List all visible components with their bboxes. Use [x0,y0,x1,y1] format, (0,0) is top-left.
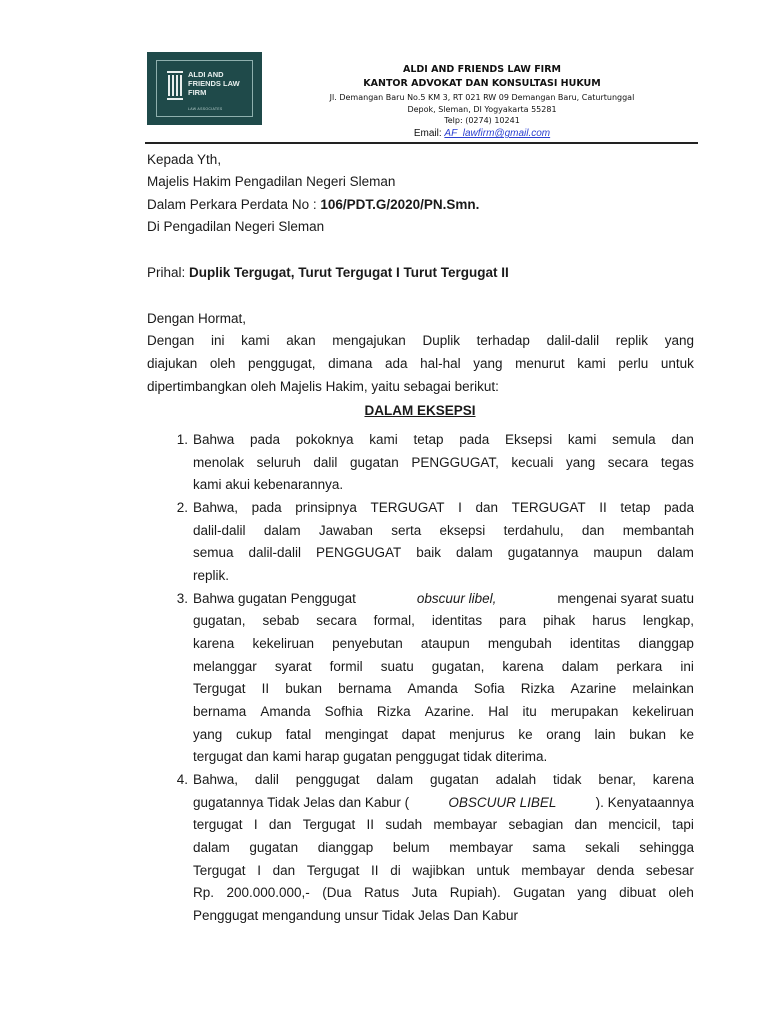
email-label: Email: [413,128,445,139]
pillars-icon [167,71,183,101]
addressee-salutation: Kepada Yth, [147,152,222,167]
greeting: Dengan Hormat, [147,311,247,326]
item-line: Rp. 200.000.000,- (Dua Ratus Juta Rupiah). Gugatan yang dibuat oleh [193,885,694,900]
email-line [272,128,692,139]
item-line: Tergugat I dan Tergugat II di wajibkan untuk membayar denda sebesar [193,863,694,878]
item-line: melanggar syarat formil suatu gugatan, karena dalam perkara ini [193,659,694,674]
item-line: karena kekeliruan penyebutan ataupun mengubah identitas dianggap [193,636,694,651]
case-number: 106/PDT.G/2020/PN.Smn. [320,197,480,212]
letterhead-divider [145,142,698,144]
opening-para-line: diajukan oleh penggugat, dimana ada hal-hal yang menurut kami perlu untuk [147,356,694,371]
telephone: Telp: (0274) 10241 [444,116,520,125]
item-line: dalam gugatan dianggap belum membayar sama sekali sehingga [193,840,694,855]
item-line: yang cukup fatal mengingat dapat menjurus ke orang lain bukan ke [193,727,694,742]
section-title: DALAM EKSEPSI [364,403,476,418]
logo-wordmark: ALDI AND FRIENDS LAW FIRM [188,70,240,97]
item-line: Bahwa, pada prinsipnya TERGUGAT I dan TERGUGAT II tetap pada [193,500,694,515]
firm-name: ALDI AND FRIENDS LAW FIRM [402,64,561,75]
item-line: bernama Amanda Sofhia Rizka Azarine. Hal itu merupakan kekeliruan [193,704,694,719]
email-link[interactable]: AF_lawfirm@gmail.com [444,128,551,139]
legal-term: OBSCUUR LIBEL [448,795,557,810]
opening-para-line: Dengan ini kami akan mengajukan Duplik terhadap dalil-dalil replik yang [147,333,694,348]
address-line-1: Jl. Demangan Baru No.5 KM 3, RT 021 RW 09 Demangan Baru, Caturtunggal [329,93,635,102]
subject-label: Prihal: [147,265,190,280]
item-line: replik. [193,568,230,583]
subject-line [147,264,509,282]
item-text: mengenai syarat suatu [553,591,694,606]
item-line: menolak seluruh dalil gugatan PENGGUGAT, kecuali yang secara tegas [193,455,694,470]
firm-logo [147,52,262,125]
address-line-2: Depok, Sleman, DI Yogyakarta 55281 [407,105,557,114]
opening-para-line: dipertimbangkan oleh Majelis Hakim, yaitu sebagai berikut: [147,379,499,394]
item-line: gugatan, sebab secara formal, identitas para pihak harus lengkap, [193,613,694,628]
item-line [193,794,694,812]
item-line: tergugat I dan Tergugat II sudah membayar sebagian dan mencicil, tapi [193,817,694,832]
addressee-court: Majelis Hakim Pengadilan Negeri Sleman [147,174,396,189]
item-text: ). Kenyataannya [595,795,694,810]
case-prefix: Dalam Perkara Perdata No : [147,197,321,212]
item-text: Bahwa gugatan Penggugat [193,591,360,606]
subject-text: Duplik Tergugat, Turut Tergugat I Turut Tergugat II [189,265,509,280]
office-name: KANTOR ADVOKAT DAN KONSULTASI HUKUM [363,78,601,89]
item-line: Penggugat mengandung unsur Tidak Jelas Dan Kabur [193,908,518,923]
item-line: semua dalil-dalil PENGGUGAT baik dalam gugatannya maupun dalam [193,545,694,560]
item-number: 2. [176,500,188,515]
item-number: 4. [176,772,188,787]
item-text: gugatannya Tidak Jelas dan Kabur ( [193,795,410,810]
item-line: kami akui kebenarannya. [193,477,344,492]
item-line: dalil-dalil dalam Jawaban serta eksepsi terdahulu, dan membantah [193,523,694,538]
item-line: Bahwa pada pokoknya kami tetap pada Eksepsi kami semula dan [193,432,694,447]
addressee-location: Di Pengadilan Negeri Sleman [147,219,325,234]
case-reference [147,196,479,214]
item-line [193,590,694,608]
item-line: Tergugat II bukan bernama Amanda Sofia Rizka Azarine melainkan [193,681,694,696]
item-line: tergugat dan kami harap gugatan penggugat tidak diterima. [193,749,548,764]
logo-subtitle: LAW ASSOCIATES [188,107,223,111]
item-number: 1. [176,432,188,447]
item-number: 3. [176,591,188,606]
legal-term: obscuur libel, [416,591,497,606]
item-line: Bahwa, dalil penggugat dalam gugatan adalah tidak benar, karena [193,772,694,787]
